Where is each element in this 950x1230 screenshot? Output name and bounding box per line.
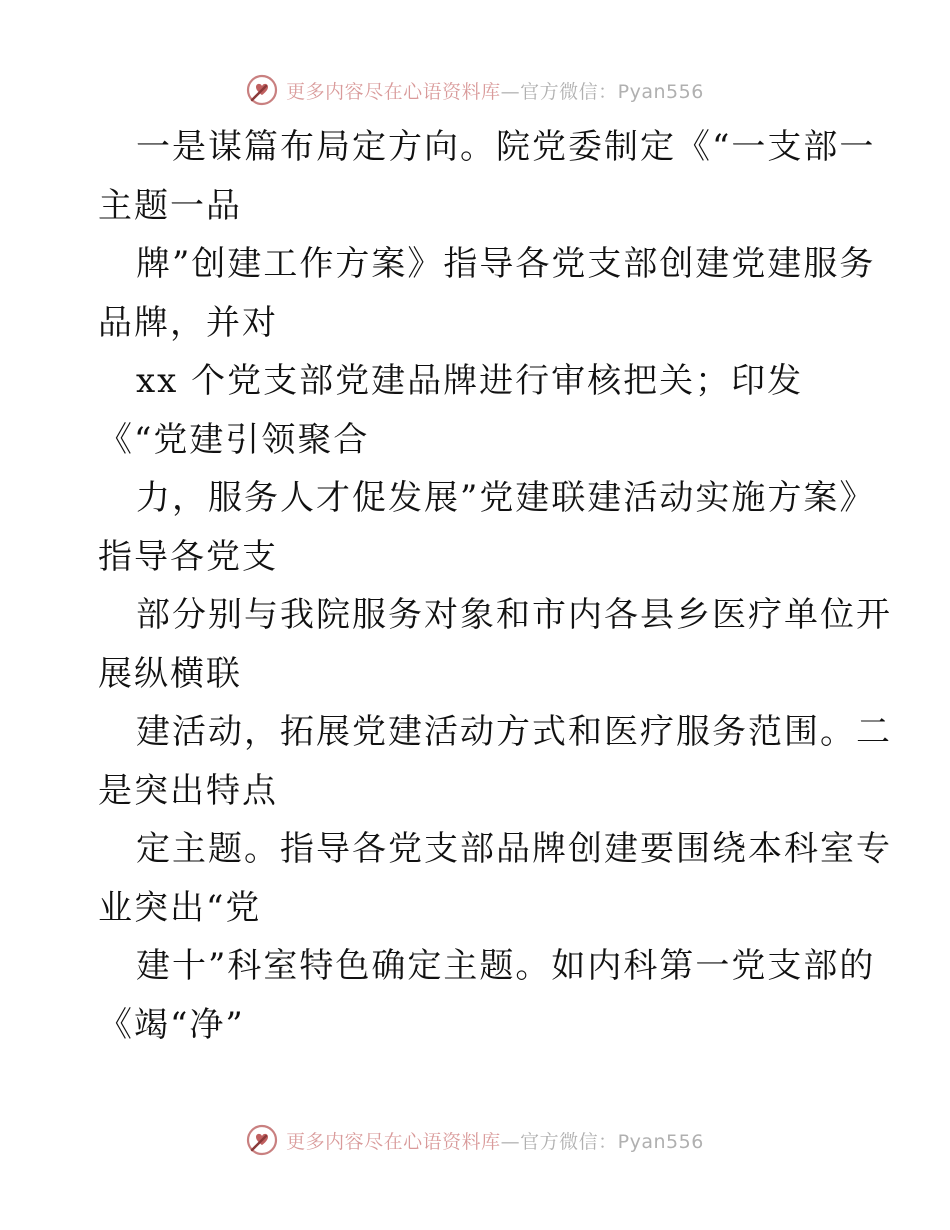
watermark-separator: — <box>500 1130 521 1153</box>
watermark-text <box>286 77 704 104</box>
body-line: xx 个党支部党建品牌进行审核把关；印发 <box>136 361 804 401</box>
watermark-text <box>286 1127 704 1154</box>
heart-pen-logo-icon <box>246 74 278 106</box>
watermark-separator: — <box>500 80 521 103</box>
body-line: 品牌，并对 <box>98 302 278 343</box>
body-line: 展纵横联 <box>98 653 242 694</box>
body-line: 建十”科室特色确定主题。如内科第一党支部的 <box>136 946 876 986</box>
watermark-main: 更多内容尽在心语资料库 <box>286 80 501 103</box>
body-line: 主题一品 <box>98 185 242 226</box>
heart-pen-logo-icon <box>246 1124 278 1156</box>
watermark-wechat: 官方微信：Pyan556 <box>520 1130 704 1153</box>
body-line: 业突出“党 <box>98 887 262 928</box>
body-line: 《“党建引领聚合 <box>98 419 370 460</box>
header-watermark <box>0 70 950 110</box>
watermark-main: 更多内容尽在心语资料库 <box>286 1130 501 1153</box>
body-line: 牌”创建工作方案》指导各党支部创建党建服务 <box>136 244 876 284</box>
body-line: 指导各党支 <box>98 536 278 577</box>
document-body <box>98 118 892 1054</box>
body-line: 是突出特点 <box>98 770 278 811</box>
body-line: 建活动，拓展党建活动方式和医疗服务范围。二 <box>136 712 892 752</box>
watermark-wechat: 官方微信：Pyan556 <box>520 80 704 103</box>
body-line: 《竭“净” <box>98 1004 245 1045</box>
body-line: 力，服务人才促发展”党建联建活动实施方案》 <box>136 478 876 518</box>
body-line: 部分别与我院服务对象和市内各县乡医疗单位开 <box>136 595 892 635</box>
footer-watermark <box>0 1120 950 1160</box>
body-line: 定主题。指导各党支部品牌创建要围绕本科室专 <box>136 829 892 869</box>
body-line: 一是谋篇布局定方向。院党委制定《“一支部一 <box>136 127 876 167</box>
